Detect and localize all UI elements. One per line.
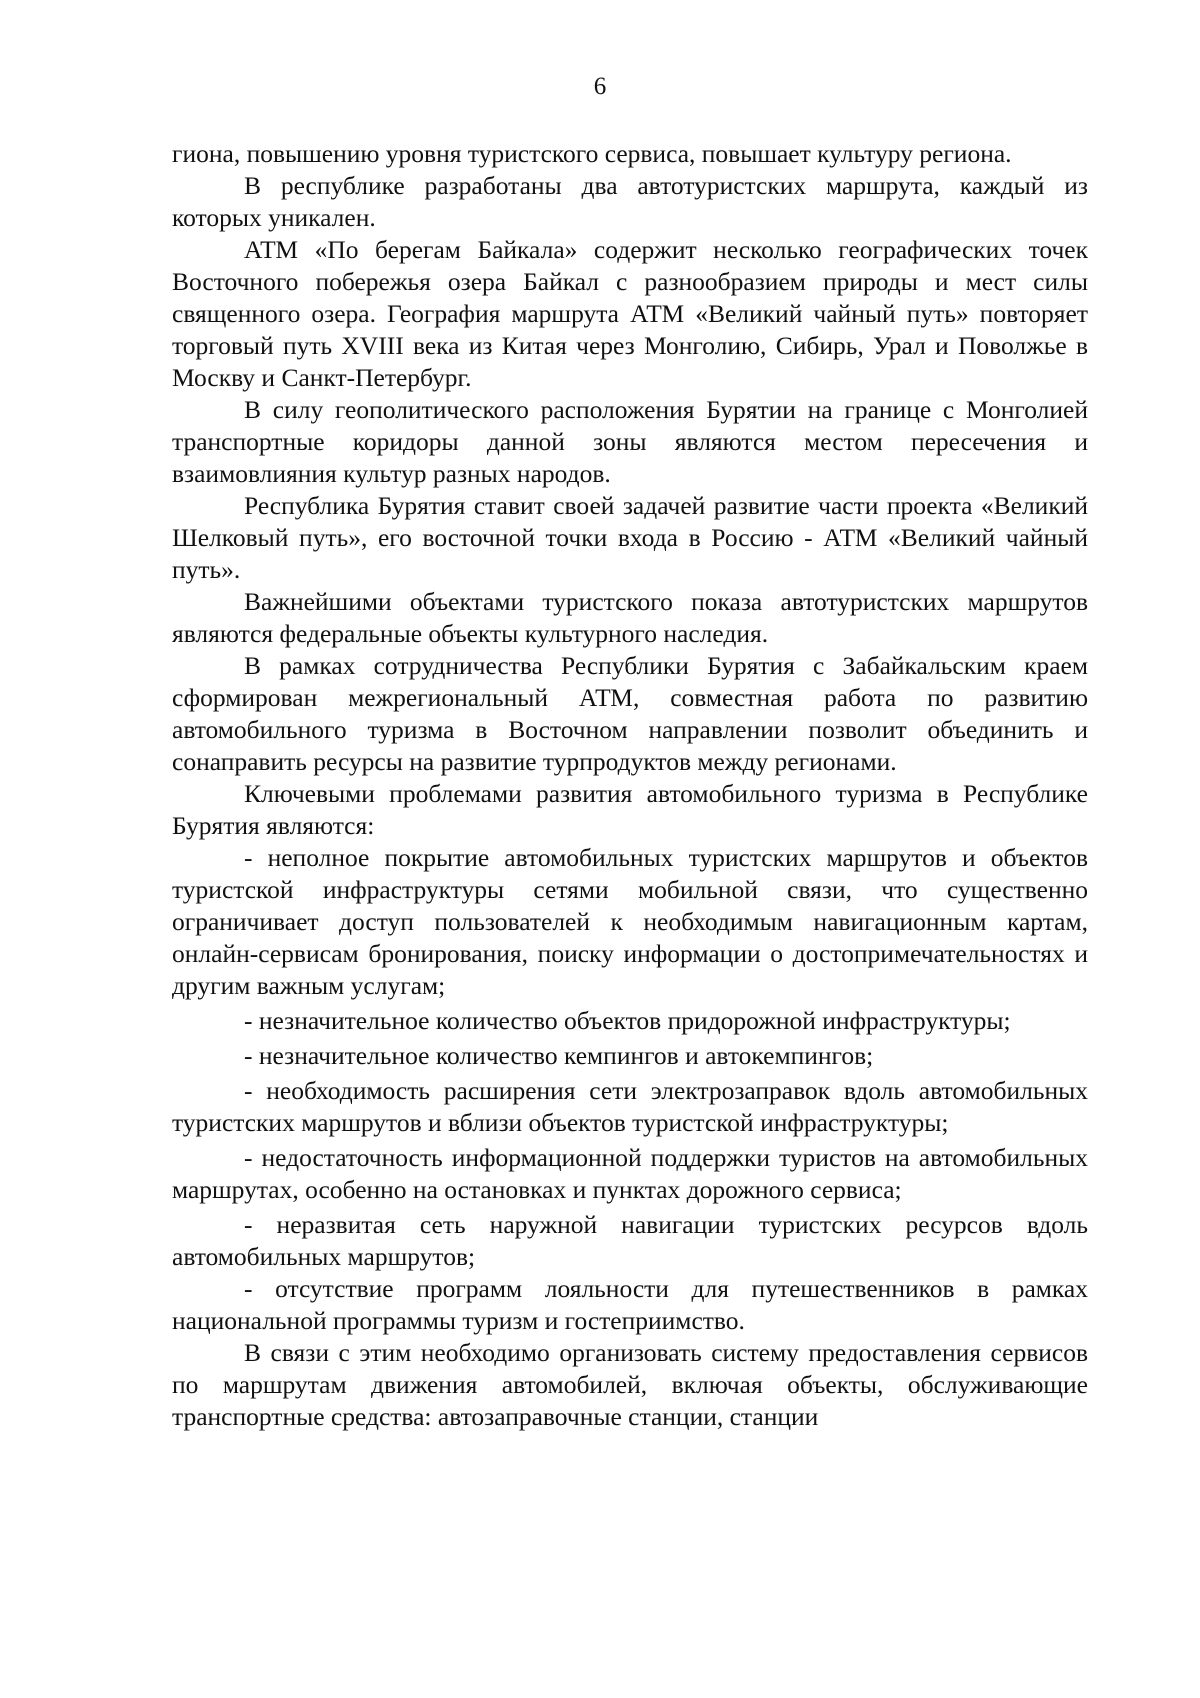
- paragraph: В республике разработаны два автотуристских маршрута, каждый из которых уникален.: [172, 171, 1088, 232]
- list-item: - незначительное количество кемпингов и автокемпингов;: [244, 1041, 874, 1070]
- list-item: - недостаточность информационной поддержки туристов на автомобильных маршрутах, особенно на остановках и пунктах дорожного сервиса;: [172, 1143, 1088, 1204]
- list-item: - отсутствие программ лояльности для путешественников в рамках национальной программы туризм и гостеприимство.: [172, 1274, 1088, 1335]
- paragraph: АТМ «По берегам Байкала» содержит несколько географических точек Восточного побережья озера Байкал с разнообразием природы и мест силы священного озера. География маршрута АТМ «Великий чайный путь» повторяет торговый путь XVIII века из Китая через Монголию, Сибирь, Урал и Поволжье в Москву и Санкт-Петербург.: [172, 235, 1088, 392]
- page-number: 6: [593, 73, 607, 100]
- paragraph: В силу геополитического расположения Бурятии на границе с Монголией транспортные коридоры данной зоны являются местом пересечения и взаимовлияния культур разных народов.: [172, 395, 1088, 488]
- list-item: - неполное покрытие автомобильных туристских маршрутов и объектов туристской инфраструктуры сетями мобильной связи, что существенно ограничивает доступ пользователей к необходимым навигационным картам, онлайн-сервисам бронирования, поиску информации о достопримечательностях и другим важным услугам;: [172, 843, 1088, 1000]
- paragraph: Важнейшими объектами туристского показа автотуристских маршрутов являются федеральные объекты культурного наследия.: [172, 587, 1088, 648]
- paragraph: В рамках сотрудничества Республики Бурятия с Забайкальским краем сформирован межрегиональный АТМ, совместная работа по развитию автомобильного туризма в Восточном направлении позволит объединить и сонаправить ресурсы на развитие турпродуктов между регионами.: [172, 651, 1088, 776]
- list-item: - незначительное количество объектов придорожной инфраструктуры;: [244, 1006, 1011, 1035]
- list-item: - неразвитая сеть наружной навигации туристских ресурсов вдоль автомобильных маршрутов;: [172, 1210, 1088, 1271]
- paragraph: Республика Бурятия ставит своей задачей развитие части проекта «Великий Шелковый путь», его восточной точки входа в Россию - АТМ «Великий чайный путь».: [172, 491, 1088, 584]
- paragraph: В связи с этим необходимо организовать систему предоставления сервисов по маршрутам движения автомобилей, включая объекты, обслуживающие транспортные средства: автозаправочные станции, станции: [172, 1338, 1088, 1431]
- list-item: - необходимость расширения сети электрозаправок вдоль автомобильных туристских маршрутов и вблизи объектов туристской инфраструктуры;: [172, 1076, 1088, 1137]
- paragraph: Ключевыми проблемами развития автомобильного туризма в Республике Бурятия являются:: [172, 779, 1088, 840]
- paragraph: гиона, повышению уровня туристского сервиса, повышает культуру региона.: [172, 139, 1012, 168]
- document-body: [172, 138, 1088, 1433]
